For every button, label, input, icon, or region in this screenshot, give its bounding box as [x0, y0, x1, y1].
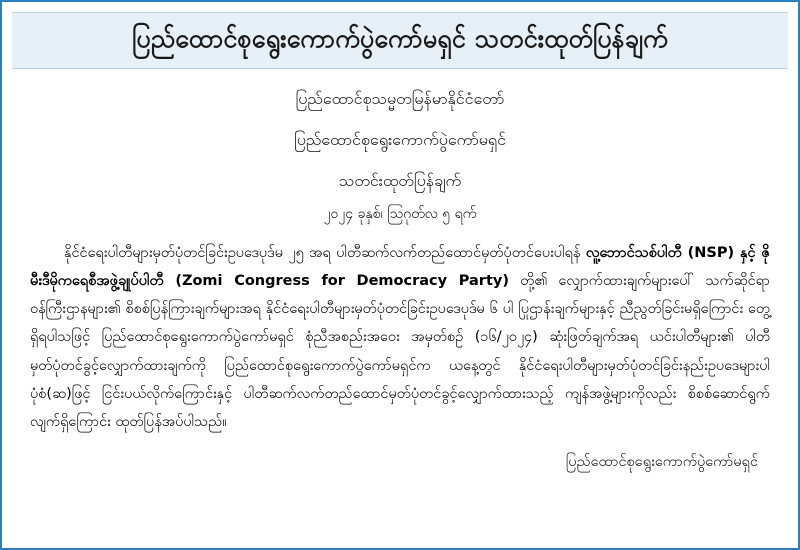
document-signature: ပြည်ထောင်စုရွေးကောက်ပွဲကော်မရှင် — [565, 453, 758, 470]
body-segment-2-party-names: လူ့ဘောင်သစ်ပါတီ (NSP) နှင့် ဇိုမီးဒီမိုကရေစီအဖွဲ့ချုပ်ပါတီ (Zomi Congress for Democracy Party) — [30, 244, 771, 289]
body-segment-3: တို့၏ လျှောက်ထားချက်များပေါ် သက်ဆိုင်ရာဝန်ကြီးဌာနများ၏ စိစစ်ပြန်ကြားချက်များအရ နိုင်ငံရေးပါတီများမှတ်ပုံတင်ခြင်းဥပဒေပုဒ်မ ၆ ပါ ပြုဌာန်းချက်များနှင့် ညီညွတ်ခြင်းမရှိကြောင်း တွေ့ရှိရပါသဖြင့် ပြည်ထောင်စုရွေးကောက်ပွဲကော်မရှင် စုံညီအစည်းအဝေး အမှတ်စဉ် (၁၆/၂၀၂၄) ဆုံးဖြတ်ချက်အရ ယင်းပါတီများ၏ ပါတီမှတ်ပုံတင်ခွင့်လျှောက်ထားချက်ကို ပြည်ထောင်စုရွေးကောက်ပွဲကော်မရှင်က ယနေ့တွင် နိုင်ငံရေးပါတီများမှတ်ပုံတင်ခြင်းနည်းဥပဒေများပါ ပုံစံ(ဆ)ဖြင့် ငြင်းပယ်လိုက်ကြောင်းနှင့် ပါတီဆက်လက်တည်ထောင်မှတ်ပုံတင်ခွင့်လျှောက်ထားသည့် ကျန်အဖွဲ့များကိုလည်း စိစစ်ဆောင်ရွက်လျက်ရှိကြောင်း ထုတ်ပြန်အပ်ပါသည်။ — [30, 272, 770, 431]
header-line-commission: ပြည်ထောင်စုရွေးကောက်ပွဲကော်မရှင် — [294, 130, 506, 150]
document-body — [30, 239, 770, 437]
header-line-country: ပြည်ထောင်စုသမ္မတမြန်မာနိုင်ငံတော် — [295, 89, 505, 109]
header-line-press-release: သတင်းထုတ်ပြန်ချက် — [338, 170, 462, 190]
body-paragraph — [30, 239, 770, 437]
document-inner — [2, 2, 798, 474]
title-banner — [12, 12, 788, 69]
document-header-block — [12, 87, 788, 224]
title-banner-text: ပြည်‌ထောင်စုရွေးကောက်ပွဲကော်မရှင် သတင်းထုတ်ပြန်ချက် — [132, 24, 668, 53]
body-segment-1: နိုင်ငံရေးပါတီများမှတ်ပုံတင်ခြင်းဥပဒေပုဒ်မ ၂၅ အရ ပါတီဆက်လက်တည်ထောင်မှတ်ပုံတင်ပေးပါရန် — [64, 244, 586, 261]
document-date: ၂၀၂၄ ခုနှစ်၊ ဩဂုတ်လ ၅ ရက် — [323, 205, 477, 222]
